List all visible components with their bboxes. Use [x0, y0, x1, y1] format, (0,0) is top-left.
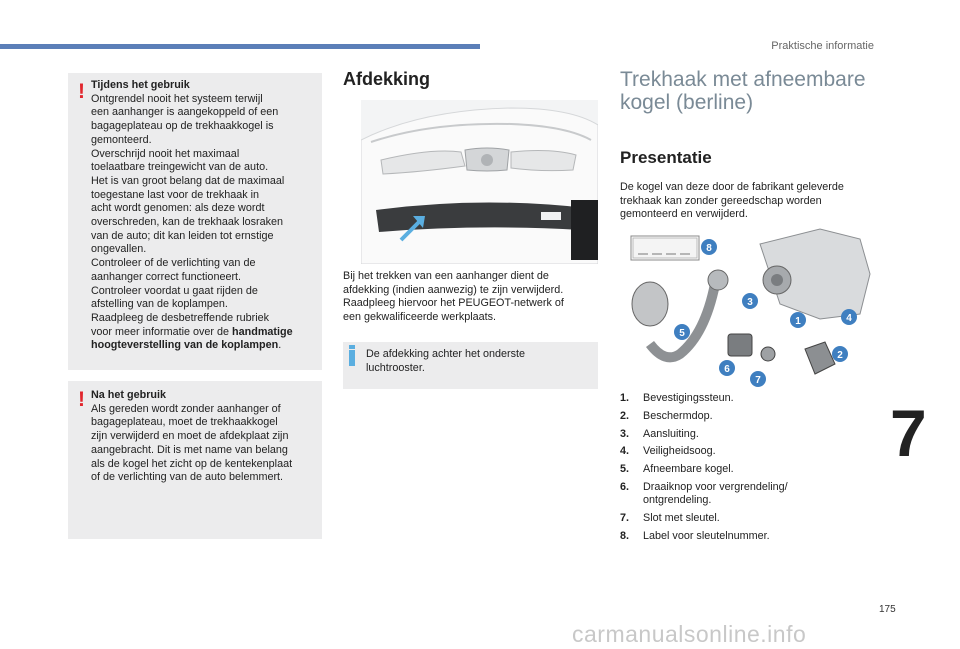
legend-number: 7. — [620, 511, 630, 524]
legend-number: 1. — [620, 392, 630, 404]
warning-line: Controleer of de verlichting van de — [91, 257, 256, 270]
trekhaak-heading — [620, 68, 866, 114]
afdekking-body — [343, 270, 598, 324]
warning-line-last — [91, 326, 316, 340]
car-front-illustration — [361, 100, 598, 264]
legend-text: Beschermdop. — [643, 409, 713, 422]
warning-bold-text: handmatige — [232, 325, 293, 338]
warning-line: Ontgrendel nooit het systeem terwijl — [91, 92, 263, 105]
legend-item — [620, 530, 788, 543]
legend-text: Slot met sleutel. — [643, 511, 720, 524]
body-line: Bij het trekken van een aanhanger dient de — [343, 270, 549, 282]
legend-item — [620, 463, 788, 476]
warning-line: aangebracht. Dit is met name van belang — [91, 443, 288, 456]
callout-label: 8 — [706, 243, 712, 254]
legend-number: 4. — [620, 445, 630, 458]
warning-line: overschreden, kan de trekhaak losraken — [91, 216, 284, 229]
watermark: carmanualsonline.info — [572, 621, 807, 647]
callout-label: 4 — [846, 313, 852, 324]
info-line: De afdekking achter het onderste — [366, 348, 526, 360]
warning-line: ongevallen. — [91, 243, 147, 256]
afdekking-heading: Afdekking — [343, 69, 431, 89]
intro-line: trekhaak kan zonder gereedschap worden — [620, 194, 822, 207]
info-line: luchtrooster. — [366, 361, 425, 374]
info-box — [343, 342, 598, 389]
warning-line: als de kogel het zicht op de kentekenplaat — [91, 457, 293, 470]
warning-line: toelaatbare treingewicht van de auto. — [91, 161, 269, 174]
warning-line: acht wordt genomen: als deze wordt — [91, 202, 265, 215]
callout-label: 7 — [755, 375, 761, 386]
callout-label: 1 — [795, 316, 801, 327]
warning-line: gemonteerd. — [91, 133, 152, 146]
warning-line: Overschrijd nooit het maximaal — [91, 147, 240, 160]
body-line: afdekking (indien aanwezig) te zijn verwijderd. — [343, 283, 564, 296]
intro-line: De kogel van deze door de fabrikant geleverde — [620, 181, 844, 193]
legend-text: Label voor sleutelnummer. — [643, 529, 770, 542]
warning-line: Als gereden wordt zonder aanhanger of — [91, 402, 281, 415]
legend-item — [620, 481, 788, 507]
warning-icon: ! — [78, 80, 85, 103]
header-rule — [0, 44, 480, 49]
warning-line: Controleer voordat u gaat rijden de — [91, 284, 258, 297]
warning-line: zijn verwijderd en moet de afdekplaat zijn — [91, 430, 289, 443]
legend-number: 2. — [620, 409, 630, 422]
parts-legend — [620, 392, 788, 548]
legend-item — [620, 410, 788, 423]
warning-box-after-use — [68, 381, 322, 539]
body-line: een gekwalificeerde werkplaats. — [343, 310, 497, 323]
legend-item — [620, 445, 788, 458]
legend-text: Aansluiting. — [643, 427, 699, 440]
section-title: Praktische informatie — [771, 40, 874, 52]
callout-label: 3 — [747, 297, 753, 308]
warning-text: . — [278, 339, 282, 352]
trekhaak-intro — [620, 181, 875, 222]
body-line: Raadpleeg hiervoor het PEUGEOT-netwerk of — [343, 297, 564, 310]
warning-line: aanhanger correct functioneert. — [91, 270, 242, 283]
warning-box-usage — [68, 73, 322, 370]
chapter-number: 7 — [890, 396, 927, 470]
warning-title: Tijdens het gebruik — [91, 79, 190, 91]
warning-line: van de auto; dit kan leiden tot ernstige — [91, 229, 274, 242]
legend-item — [620, 512, 788, 525]
warning-line: Raadpleeg de desbetreffende rubriek — [91, 311, 270, 324]
warning-text: voor meer informatie over de — [91, 325, 233, 338]
warning-icon: ! — [78, 388, 85, 411]
legend-number: 5. — [620, 463, 630, 476]
warning-line: toegestane last voor de trekhaak in — [91, 188, 260, 201]
page-number: 175 — [879, 604, 896, 615]
heading-line: kogel (berline) — [620, 91, 754, 114]
callout-label: 6 — [724, 364, 730, 375]
warning-title: Na het gebruik — [91, 389, 166, 401]
legend-number: 8. — [620, 529, 630, 542]
warning-line: afstelling van de koplampen. — [91, 298, 228, 311]
legend-item — [620, 392, 788, 405]
legend-text: Afneembare kogel. — [643, 463, 734, 476]
legend-number: 6. — [620, 480, 630, 493]
legend-text: Bevestigingssteun. — [643, 392, 734, 404]
warning-line: Het is van groot belang dat de maximaal — [91, 174, 285, 187]
warning-bold-text: hoogteverstelling van de koplampen — [91, 339, 279, 352]
warning-line: bagageplateau op de trekhaakkogel is — [91, 120, 274, 133]
legend-number: 3. — [620, 427, 630, 440]
info-icon — [349, 350, 355, 366]
warning-line: bagageplateau, moet de trekhaakkogel — [91, 416, 278, 429]
presentatie-heading: Presentatie — [620, 148, 712, 167]
warning-line: een aanhanger is aangekoppeld of een — [91, 106, 279, 119]
warning-line-last2 — [91, 339, 316, 353]
legend-text: Draaiknop voor vergrendeling/ — [643, 480, 788, 493]
heading-line: Trekhaak met afneembare — [620, 68, 866, 91]
legend-item — [620, 428, 788, 441]
tow-hitch-parts-illustration — [620, 224, 873, 394]
warning-line: of de verlichting van de auto belemmert. — [91, 471, 284, 484]
callout-label: 2 — [837, 350, 843, 361]
intro-line: gemonteerd en verwijderd. — [620, 208, 748, 221]
legend-text: Veiligheidsoog. — [643, 445, 716, 458]
callout-label: 5 — [679, 328, 685, 339]
legend-text: ontgrendeling. — [643, 494, 712, 507]
